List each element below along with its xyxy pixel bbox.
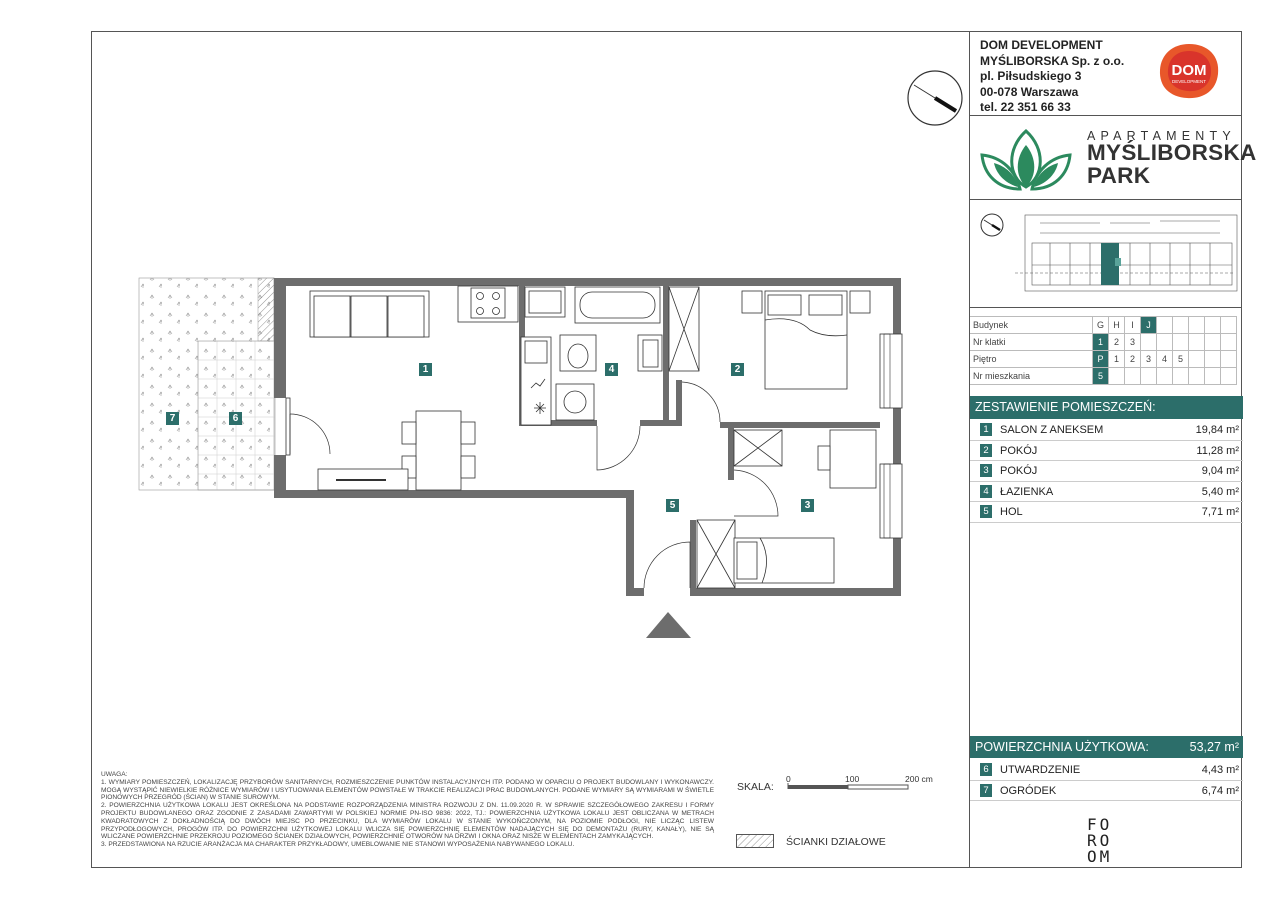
info-cell: 3	[1141, 351, 1157, 368]
info-cell	[1189, 334, 1205, 351]
room-area: 7,71 m²	[1201, 506, 1239, 518]
notes	[101, 771, 714, 849]
info-cell-selected: 1	[1093, 334, 1109, 351]
info-cell	[1125, 368, 1141, 385]
info-cell	[1157, 368, 1173, 385]
company-info	[980, 38, 1124, 116]
compass-icon	[908, 71, 962, 125]
room-row	[970, 420, 1243, 441]
room-area: 19,84 m²	[1195, 424, 1239, 436]
note-3: 3. PRZEDSTAWIONA NA RZUCIE ARANŻACJA MA CHARAKTER PRZYKŁADOWY, UMEBLOWANIE NIE STANOWI WYPOSAŻENIA NABYWANEGO LOKALU.	[101, 841, 575, 849]
bed-room-2	[742, 291, 870, 389]
info-cell	[1205, 334, 1221, 351]
extra-number: 7	[980, 784, 992, 797]
info-cell	[1109, 368, 1125, 385]
room-row	[970, 502, 1243, 523]
room-area: 9,04 m²	[1201, 465, 1239, 477]
info-row-building	[970, 317, 1237, 334]
info-cell	[1141, 368, 1157, 385]
extra-row	[970, 760, 1243, 781]
plan-label-7: 7	[166, 412, 179, 425]
extra-row	[970, 781, 1243, 802]
info-cell	[1221, 368, 1237, 385]
extra-name: UTWARDZENIE	[1000, 764, 1081, 776]
info-cell	[1189, 351, 1205, 368]
fromm-line: RO	[1087, 831, 1113, 850]
room-number: 3	[980, 464, 992, 477]
fromm-logo	[1087, 817, 1112, 865]
project-subtitle: APARTAMENTY	[1087, 129, 1236, 143]
extras-list	[970, 760, 1243, 801]
info-label-stairwell: Nr klatki	[970, 334, 1093, 351]
notes-title: UWAGA:	[101, 771, 128, 778]
project-title-line-1: MYŚLIBORSKA	[1087, 140, 1257, 165]
usable-area-value: 53,27 m²	[1189, 740, 1239, 754]
partition-legend-swatch	[736, 834, 776, 850]
info-cell	[1221, 317, 1237, 334]
info-cell-selected: J	[1141, 317, 1157, 334]
info-cell	[1221, 351, 1237, 368]
dom-logo-sub: DEVELOPMENT	[1171, 79, 1207, 84]
note-2: 2. POWIERZCHNIA UŻYTKOWA LOKALU JEST OKREŚLONA NA PODSTAWIE ROZPORZĄDZENIA MINISTRA ROZWOJU Z DN. 11.09.2020 R. W SPRAWIE SZCZEGÓŁOWEGO ZAKRESU I FORMY PROJEKTU BUDOWLANEGO ORAZ ZGODNIE Z ZASADAMI ZAWARTYMI W POLSKIEJ NORMIE PN-ISO 9836: 2022, TJ.: POWIERZCHNIA UŻYTKOWA LOKALU JEST OBLICZANA W METRACH KWADRATOWYCH Z DOKŁADNOŚCIĄ DO DWÓCH MIEJSC PO PRZECINKU, DLA WYMIARÓW LOKALU W STANIE WYKOŃCZONYM, NA POZIOMIE PODŁOGI, NIE LICZĄC LISTEW PRZYPODŁOGOWYCH, PROGÓW ITP. DO POWIERZCHNI UŻYTKOWEJ LOKALU WLICZA SIĘ POWIERZCHNIĘ ELEMENTÓW NADAJĄCYCH SIĘ DO DEMONTAŻU (RURY, KANAŁY), NIE SĄ WLICZANE POWIERZCHNIE PRZEKROJU POZIOMEGO ŚCIANEK DZIAŁOWYCH, POWIERZCHNIE OTWORÓW NA DRZWI I OKNA ORAZ NISZE W ELEMENTACH ZAMYKAJĄCYCH.	[101, 802, 714, 841]
project-title-line-2: PARK	[1087, 163, 1151, 188]
extra-area: 4,43 m²	[1201, 764, 1239, 776]
room-row	[970, 441, 1243, 462]
plan-label-3: 3	[801, 499, 814, 512]
room-number: 2	[980, 444, 992, 457]
room-name: POKÓJ	[1000, 444, 1038, 457]
dining-table	[402, 411, 475, 490]
room-name: POKÓJ	[1000, 465, 1038, 477]
room-name: HOL	[1000, 506, 1023, 518]
info-cell: G	[1093, 317, 1109, 334]
plan-label-2: 2	[731, 363, 744, 376]
room-row	[970, 461, 1243, 482]
fromm-line: OM	[1087, 847, 1113, 866]
info-cell: 2	[1125, 351, 1141, 368]
room-area: 5,40 m²	[1201, 485, 1239, 498]
info-label-apartment: Nr mieszkania	[970, 368, 1093, 385]
info-cell: 4	[1157, 351, 1173, 368]
room-area: 11,28 m²	[1196, 444, 1239, 457]
info-cell: 5	[1173, 351, 1189, 368]
info-cell	[1157, 317, 1173, 334]
info-label-building: Budynek	[970, 317, 1093, 334]
rooms-list	[970, 420, 1243, 523]
info-row-floor	[970, 351, 1237, 368]
company-street: pl. Piłsudskiego 3	[980, 69, 1082, 83]
info-cell-selected: P	[1093, 351, 1109, 368]
company-phone: tel. 22 351 66 33	[980, 100, 1071, 114]
project-title	[1087, 141, 1257, 187]
room-name: SALON Z ANEKSEM	[1000, 424, 1104, 436]
company-name: DOM DEVELOPMENT	[980, 38, 1103, 52]
info-cell	[1221, 334, 1237, 351]
fromm-line: FO	[1087, 815, 1113, 834]
kitchen	[458, 286, 565, 425]
info-cell-selected: 5	[1093, 368, 1109, 385]
plan-label-5: 5	[666, 499, 679, 512]
info-label-floor: Piętro	[970, 351, 1093, 368]
extra-number: 6	[980, 763, 992, 776]
scale-label: SKALA:	[737, 781, 774, 793]
info-cell	[1189, 317, 1205, 334]
extra-area: 6,74 m²	[1201, 784, 1239, 797]
leaf-logo-icon	[978, 127, 1074, 193]
room-row	[970, 482, 1243, 503]
room-number: 4	[980, 485, 992, 498]
info-cell: 1	[1109, 351, 1125, 368]
unit-info-table	[970, 316, 1237, 385]
plan-label-6: 6	[229, 412, 242, 425]
info-row-stairwell	[970, 334, 1237, 351]
key-plan	[970, 203, 1243, 307]
plan-label-1: 1	[419, 363, 432, 376]
info-cell	[1173, 334, 1189, 351]
info-cell	[1205, 351, 1221, 368]
room-number: 5	[980, 505, 992, 518]
info-cell: H	[1109, 317, 1125, 334]
info-cell	[1205, 368, 1221, 385]
usable-area-bar	[970, 736, 1243, 758]
info-cell	[1157, 334, 1173, 351]
info-cell	[1141, 334, 1157, 351]
info-cell	[1205, 317, 1221, 334]
scale-tick-100: 100	[845, 774, 860, 784]
company-name-2: MYŚLIBORSKA Sp. z o.o.	[980, 53, 1125, 68]
extra-name: OGRÓDEK	[1000, 784, 1057, 797]
info-row-apartment	[970, 368, 1237, 385]
entrance-marker	[646, 612, 691, 638]
partition-legend-label: ŚCIANKI DZIAŁOWE	[786, 836, 886, 848]
info-cell	[1173, 368, 1189, 385]
plan-label-4: 4	[605, 363, 618, 376]
info-cell	[1189, 368, 1205, 385]
usable-area-label: POWIERZCHNIA UŻYTKOWA:	[975, 740, 1149, 754]
dom-logo-text: DOM	[1171, 62, 1207, 79]
room-number: 1	[980, 423, 992, 436]
room-name: ŁAZIENKA	[1000, 485, 1054, 498]
info-cell	[1173, 317, 1189, 334]
note-1: 1. WYMIARY POMIESZCZEŃ, LOKALIZACJĘ PRZYBORÓW SANITARNYCH, ROZMIESZCZENIE PUNKTÓW INSTALACYJNYCH ITP. PODANO W OPARCIU O PROJEKT BUDOWLANY I WYKONAWCZY. MOGĄ WYSTĄPIĆ NIEWIELKIE RÓŻNICE WYMIARÓW I USYTUOWANIA ELEMENTÓW POWSTAŁE W TRAKCIE REALIZACJI PRAC BUDOWLANYCH. PODANE WYMIARY SĄ WYMIARAMI W ŚWIETLE PIONOWYCH PRZEGRÓD (ŚCIAN) W STANIE SUROWYM.	[101, 778, 714, 802]
sofa	[310, 291, 429, 337]
info-cell: 2	[1109, 334, 1125, 351]
info-cell: 3	[1125, 334, 1141, 351]
scale-tick-0: 0	[786, 774, 791, 784]
scale-tick-200: 200 cm	[905, 774, 933, 784]
company-city: 00-078 Warszawa	[980, 84, 1079, 99]
info-sidebar	[969, 31, 1257, 868]
info-cell: I	[1125, 317, 1141, 334]
rooms-header: ZESTAWIENIE POMIESZCZEŃ:	[970, 396, 1243, 419]
dom-development-logo	[1156, 42, 1222, 100]
